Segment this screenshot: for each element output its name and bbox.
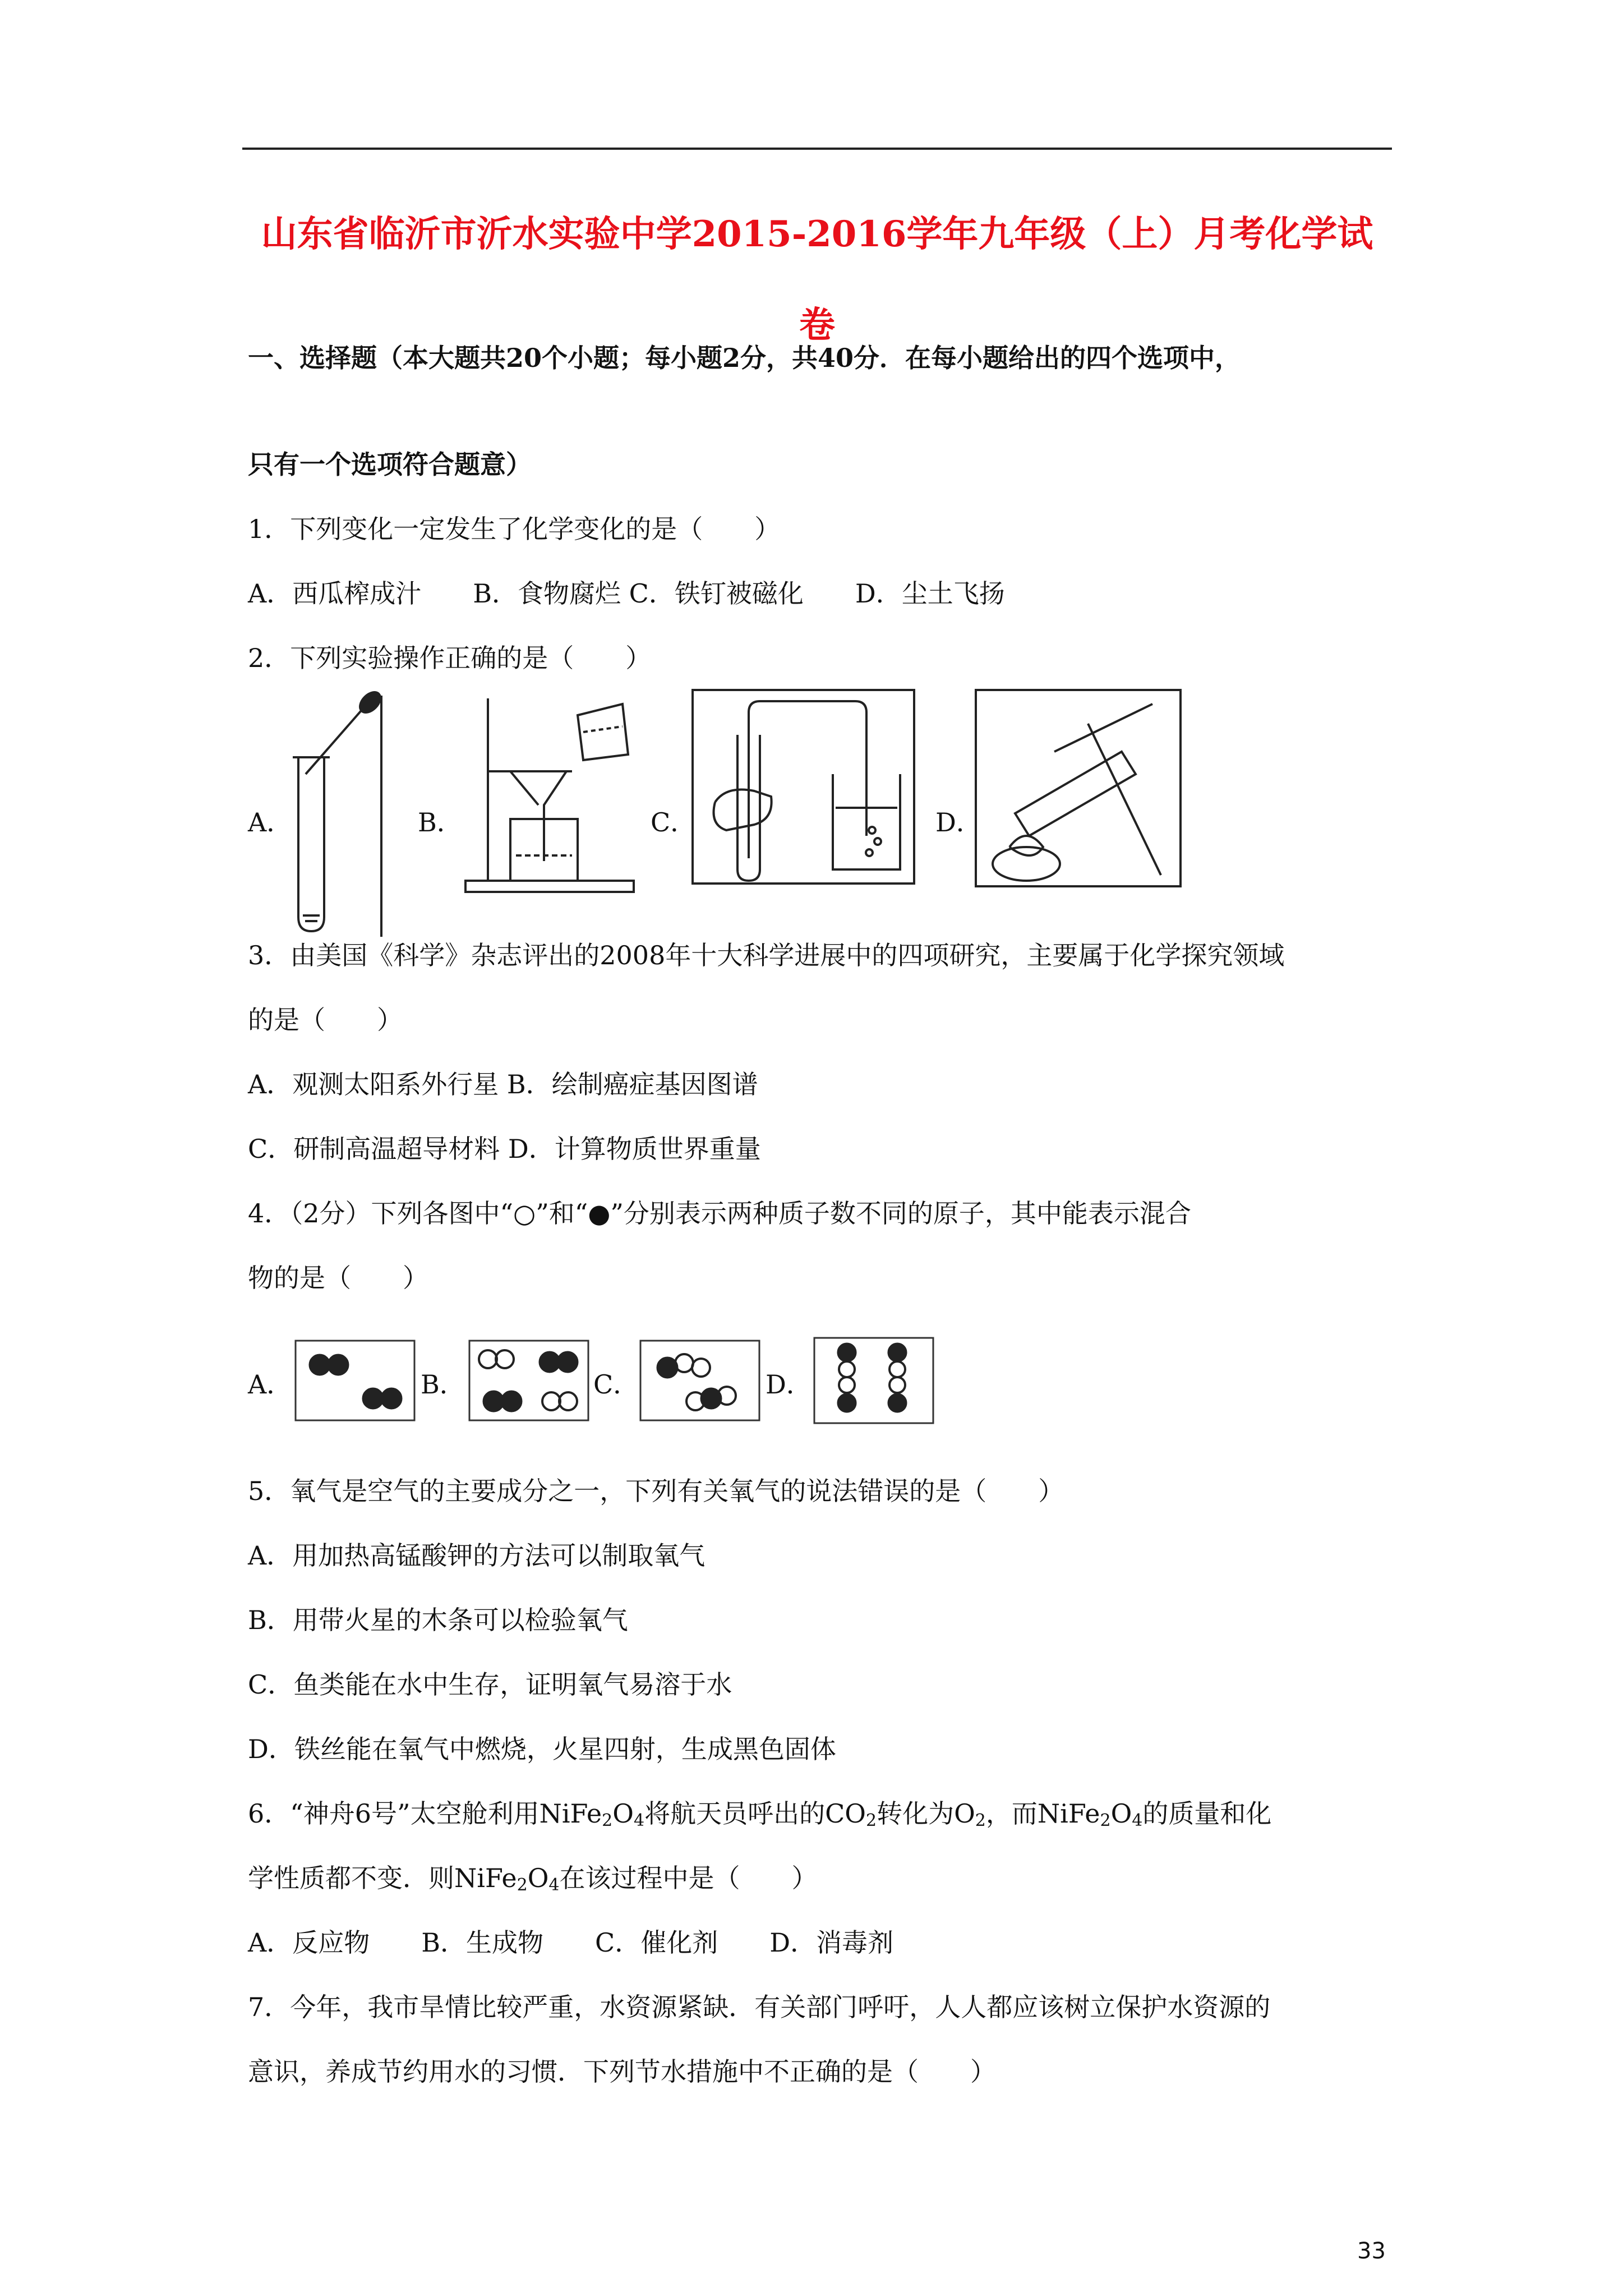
page-number: 33 [1357,2238,1386,2264]
q6-stem-line2: 学性质都不变．则$NiFe_2O_4$在该过程中是（ ） [248,1863,818,1895]
header-rule [242,148,1392,150]
q2-label-b: B． [418,807,463,838]
q3-stem-line1: 3．由美国《科学》杂志评出的2008年十大科学进展中的四项研究，主要属于化学探究领域 [248,940,1285,970]
q3-stem-line2: 的是（ ） [248,1005,403,1035]
figure-filtration [465,693,639,895]
q1-stem: 1．下列变化一定发生了化学变化的是（ ） [248,514,781,544]
q3-options-line2: C．研制高温超导材料 D．计算物质世界重量 [248,1134,761,1164]
exam-title-line1: 山东省临沂市沂水实验中学2015-2016学年九年级（上）月考化学试 [261,213,1373,255]
q7-stem-line2: 意识，养成节约用水的习惯．下列节水措施中不正确的是（ ） [248,2056,996,2087]
section-heading-line1: 一、选择题（本大题共20个小题；每小题2分，共40分．在每小题给出的四个选项中， [248,343,1241,373]
q2-label-d: D． [935,807,982,838]
q4-figure-a [294,1340,418,1424]
q5-option-a: A．用加热高锰酸钾的方法可以制取氧气 [248,1540,706,1571]
q4-figure-b [468,1340,592,1424]
q4-figure-d [813,1337,937,1427]
q4-label-d: D． [766,1369,812,1400]
q5-option-c: C．鱼类能在水中生存，证明氧气易溶于水 [248,1669,732,1700]
figure-dropper-test-tube [286,696,393,937]
q4-label-c: C． [593,1369,639,1400]
q2-label-c: C． [651,807,697,838]
q1-options: A．西瓜榨成汁 B．食物腐烂 C．铁钉被磁化 D．尘土飞扬 [248,578,1005,609]
q4-label-a: A． [248,1369,293,1400]
q5-option-b: B．用带火星的木条可以检验氧气 [248,1605,628,1635]
section-heading-line2: 只有一个选项符合题意） [248,449,532,480]
figure-airtightness-check [693,690,917,886]
exam-title-line2: 卷 [799,304,835,346]
q4-figure-c [639,1340,763,1424]
q4-label-b: B． [421,1369,465,1400]
q6-stem-line1: 6．“神舟6号”太空舱利用$NiFe_2O_4$将航天员呼出的$CO_2$转化为$O_2$，而$NiFe_2O_4$的质量和化 [248,1798,1272,1830]
q6-options: A．反应物 B．生成物 C．催化剂 D．消毒剂 [248,1927,894,1958]
q3-options-line1: A．观测太阳系外行星 B．绘制癌症基因图谱 [248,1069,758,1099]
q7-stem-line1: 7．今年，我市旱情比较严重，水资源紧缺．有关部门呼吁，人人都应该树立保护水资源的 [248,1992,1271,2022]
q2-stem: 2．下列实验操作正确的是（ ） [248,643,652,673]
q5-stem: 5．氧气是空气的主要成分之一，下列有关氧气的说法错误的是（ ） [248,1476,1064,1506]
q4-stem-line1: 4．（2分）下列各图中“○”和“●”分别表示两种质子数不同的原子，其中能表示混合 [248,1198,1191,1228]
q5-option-d: D．铁丝能在氧气中燃烧，火星四射，生成黑色固体 [248,1734,836,1764]
q2-label-a: A． [248,807,293,838]
figure-heating-test-tube [976,690,1183,889]
q4-stem-line2: 物的是（ ） [248,1263,428,1293]
